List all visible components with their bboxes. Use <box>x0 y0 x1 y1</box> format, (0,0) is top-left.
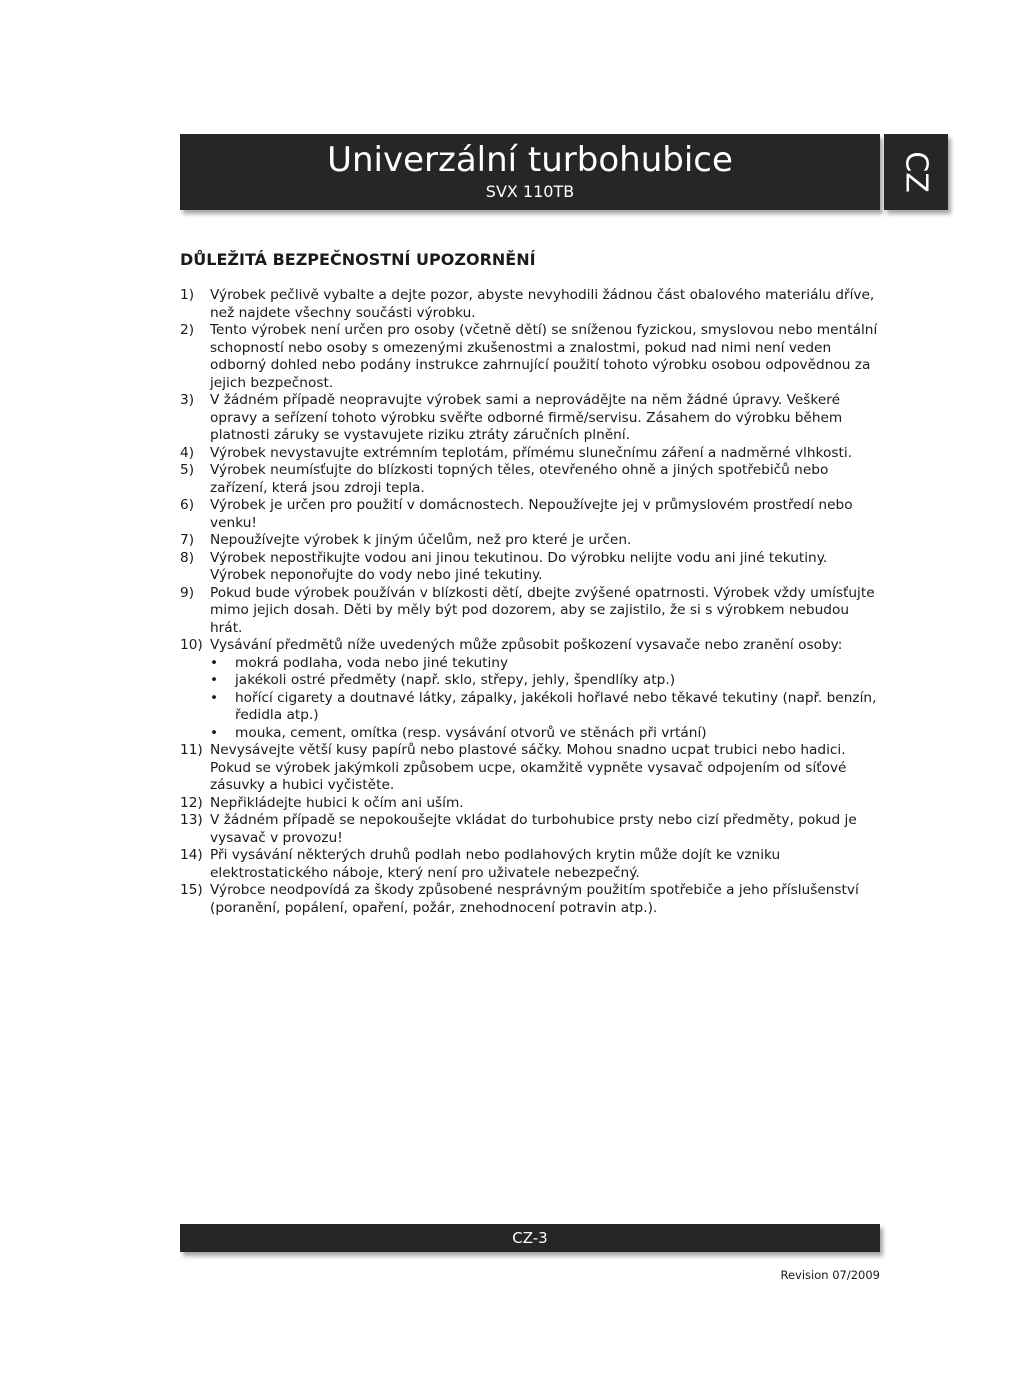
item-number: 7) <box>180 532 195 548</box>
item-text: Výrobce neodpovídá za škody způsobené nesprávným použitím spotřebiče a jeho příslušenství (poranění, popálení, opaření, požár, znehodnocení potravin atp.). <box>210 882 859 916</box>
bullet-item: • mouka, cement, omítka (resp. vysávání otvorů ve stěnách při vrtání) <box>210 725 880 743</box>
language-tab <box>884 134 948 210</box>
item-number: 1) <box>180 287 195 303</box>
bullet-item: • jakékoli ostré předměty (např. sklo, střepy, jehly, špendlíky atp.) <box>210 672 880 690</box>
safety-list <box>180 287 880 917</box>
list-item <box>180 795 880 813</box>
item-text: Vysávání předmětů níže uvedených může způsobit poškození vysavače nebo zranění osoby: <box>210 637 843 653</box>
item-text: Výrobek pečlivě vybalte a dejte pozor, abyste nevyhodili žádnou část obalového materiálu dříve, než najdete všechny součásti výrobku. <box>210 287 875 321</box>
bullet-list <box>210 655 880 743</box>
page-number-bar <box>180 1224 880 1252</box>
item-text: Výrobek je určen pro použití v domácnostech. Nepoužívejte jej v průmyslovém prostředí nebo venku! <box>210 497 853 531</box>
item-number: 15) <box>180 882 203 898</box>
list-item <box>180 847 880 882</box>
item-text: Pokud bude výrobek používán v blízkosti dětí, dbejte zvýšené opatrnosti. Výrobek vždy umísťujte mimo jejich dosah. Děti by měly být pod dozorem, aby se zajistilo, že si s výrobkem nebudou hrát. <box>210 584 875 636</box>
item-number: 13) <box>180 812 203 828</box>
item-number: 2) <box>180 322 195 338</box>
model-number: SVX 110TB <box>485 182 575 201</box>
item-text: Nepoužívejte výrobek k jiným účelům, než pro které je určen. <box>210 532 632 548</box>
item-number: 11) <box>180 742 203 758</box>
bullet-item: • mokrá podlaha, voda nebo jiné tekutiny <box>210 655 880 673</box>
item-text: Výrobek nevystavujte extrémním teplotám, přímému slunečnímu záření a nadměrné vlhkosti. <box>210 444 852 461</box>
item-number: 6) <box>180 497 195 513</box>
item-number: 4) <box>180 444 195 461</box>
list-item <box>180 882 880 917</box>
item-number: 10) <box>180 637 203 653</box>
bullet-item: • hořící cigarety a doutnavé látky, zápalky, jakékoli hořlavé nebo těkavé tekutiny (např. benzín, ředidla atp.) <box>210 690 880 725</box>
document-title: Univerzální turbohubice <box>327 140 733 180</box>
list-item <box>180 637 880 742</box>
title-bar <box>180 134 880 210</box>
section-heading: DŮLEŽITÁ BEZPEČNOSTNÍ UPOZORNĚNÍ <box>180 250 536 269</box>
item-text: Tento výrobek není určen pro osoby (včetně dětí) se sníženou fyzickou, smyslovou nebo mentální schopností nebo osoby s omezenými zkušenostmi a znalostmi, pokud nad nimi není veden odborný dohled nebo podány instrukce zahrnující použití tohoto výrobku osobou odpovědnou za jejich bezpečnost. <box>210 322 878 391</box>
list-item <box>180 445 880 463</box>
item-text: Výrobek nepostřikujte vodou ani jinou tekutinou. Do výrobku nelijte vodu ani jiné tekutiny. Výrobek neponořujte do vody nebo jiné tekutiny. <box>210 549 828 583</box>
revision-label: Revision 07/2009 <box>780 1268 880 1282</box>
item-number: 3) <box>180 392 195 408</box>
item-number: 14) <box>180 847 203 863</box>
list-item <box>180 550 880 585</box>
list-item <box>180 392 880 445</box>
item-text: Nevysávejte větší kusy papírů nebo plastové sáčky. Mohou snadno ucpat trubici nebo hadici. Pokud se výrobek jakýmkoli způsobem ucpe, okamžitě vypněte vysavač odpojením od síťové zásuvky a hubici vyčistěte. <box>210 742 847 793</box>
item-number: 12) <box>180 794 203 811</box>
list-item <box>180 585 880 638</box>
list-item <box>180 462 880 497</box>
list-item <box>180 287 880 322</box>
list-item <box>180 497 880 532</box>
page-number: CZ-3 <box>512 1229 548 1247</box>
item-text: V žádném případě se nepokoušejte vkládat do turbohubice prsty nebo cizí předměty, pokud je vysavač v provozu! <box>210 812 857 846</box>
list-item <box>180 532 880 550</box>
item-text: V žádném případě neopravujte výrobek sami a neprovádějte na něm žádné úpravy. Veškeré opravy a seřízení tohoto výrobku svěřte odborné firmě/servisu. Zásahem do výrobku během platnosti záruky se vystavujete riziku ztráty záručních plnění. <box>210 392 843 443</box>
item-text: Výrobek neumísťujte do blízkosti topných těles, otevřeného ohně a jiných spotřebičů nebo zařízení, která jsou zdroji tepla. <box>210 462 829 496</box>
list-item <box>180 322 880 392</box>
item-text: Při vysávání některých druhů podlah nebo podlahových krytin může dojít ke vzniku elektrostatického náboje, který není pro uživatele nebezpečný. <box>210 847 781 881</box>
item-text: Nepřikládejte hubici k očím ani uším. <box>210 794 464 811</box>
list-item <box>180 812 880 847</box>
item-number: 8) <box>180 549 195 566</box>
item-number: 5) <box>180 462 195 478</box>
item-number: 9) <box>180 584 195 601</box>
language-code: CZ <box>898 151 934 193</box>
list-item <box>180 742 880 795</box>
